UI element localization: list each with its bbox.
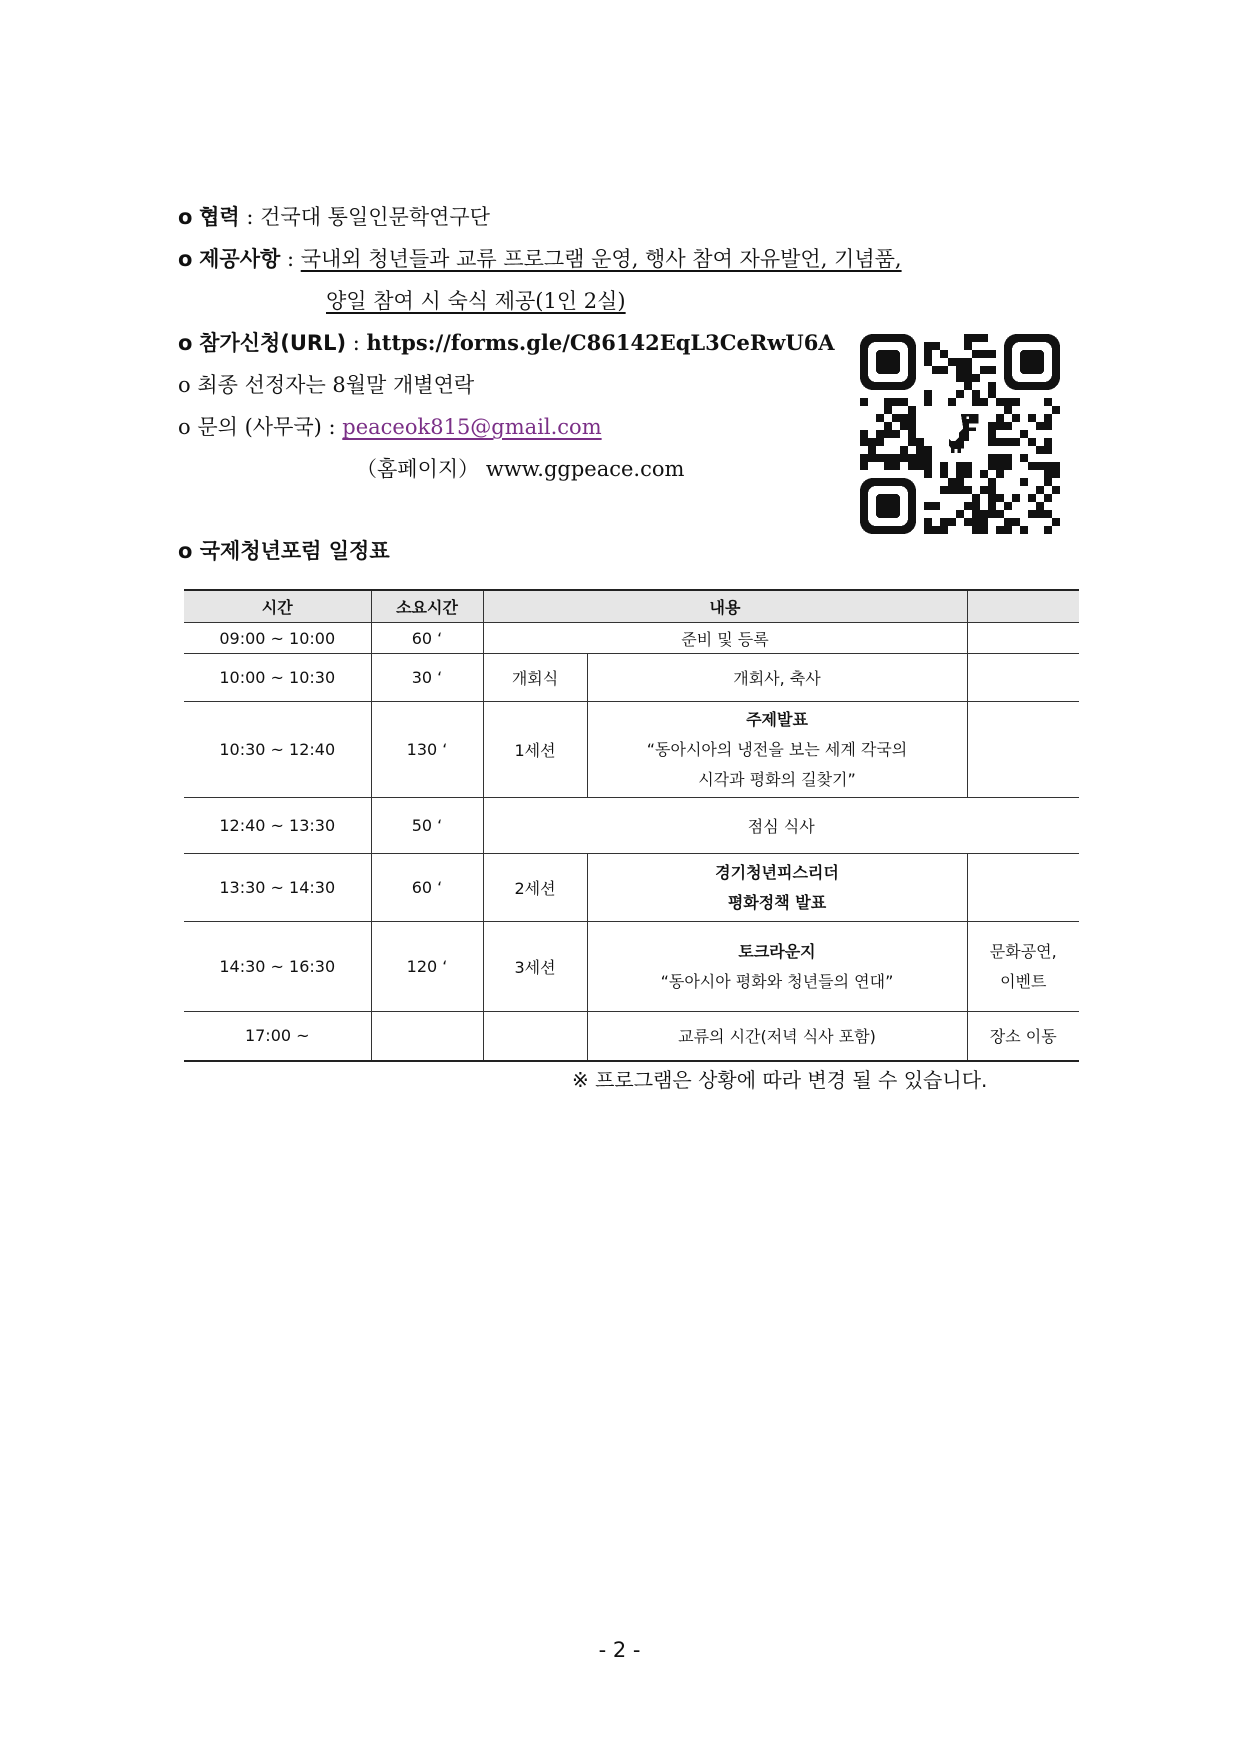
qr-module xyxy=(868,454,876,462)
qr-module xyxy=(1004,422,1012,430)
qr-module xyxy=(996,422,1004,430)
qr-module xyxy=(1044,414,1052,422)
qr-module xyxy=(900,414,908,422)
qr-module xyxy=(1020,430,1028,438)
qr-module xyxy=(1028,462,1036,470)
qr-module xyxy=(940,462,948,470)
qr-module xyxy=(884,422,892,430)
qr-module xyxy=(948,398,956,406)
header-time: 시간 xyxy=(184,590,371,623)
table-header-row xyxy=(184,590,1079,623)
qr-module xyxy=(996,398,1004,406)
header-content: 내용 xyxy=(483,590,967,623)
qr-module xyxy=(940,366,948,374)
qr-module xyxy=(884,454,892,462)
qr-module xyxy=(964,462,972,470)
qr-module xyxy=(1036,422,1044,430)
coop-value: 건국대 통일인문학연구단 xyxy=(260,205,490,229)
provide-value-2: 양일 참여 시 숙식 제공(1인 2실) xyxy=(326,289,626,313)
bullet: o xyxy=(178,331,193,355)
qr-module xyxy=(988,478,996,486)
page-number: - 2 - xyxy=(598,1638,641,1662)
schedule-title-text: 국제청년포럼 일정표 xyxy=(199,539,390,563)
qr-module xyxy=(1028,438,1036,446)
qr-module xyxy=(964,334,972,342)
qr-module xyxy=(972,334,980,342)
content-cell: 교류의 시간(저녁 식사 포함) xyxy=(587,1012,967,1061)
qr-module xyxy=(1044,446,1052,454)
session-cell xyxy=(483,1012,587,1061)
qr-module xyxy=(980,366,988,374)
qr-module xyxy=(884,398,892,406)
qr-module xyxy=(1044,478,1052,486)
table-row xyxy=(184,623,1079,654)
duration-cell: 120 ‘ xyxy=(371,922,483,1012)
qr-module xyxy=(972,398,980,406)
content-title: 토크라운지 xyxy=(738,941,816,961)
contact-email-link[interactable]: peaceok815@gmail.com xyxy=(342,415,602,439)
extra-cell xyxy=(967,702,1079,798)
qr-module xyxy=(1036,486,1044,494)
qr-module xyxy=(1028,494,1036,502)
qr-module xyxy=(892,462,900,470)
qr-module xyxy=(940,526,948,534)
bullet: o xyxy=(178,373,191,397)
qr-module xyxy=(900,454,908,462)
qr-module xyxy=(988,382,996,390)
header-extra xyxy=(967,590,1079,623)
qr-module xyxy=(972,526,980,534)
qr-module xyxy=(964,382,972,390)
duration-cell: 50 ‘ xyxy=(371,798,483,854)
content-cell: 점심 식사 xyxy=(483,798,1079,854)
qr-module xyxy=(972,350,980,358)
table-row xyxy=(184,798,1079,854)
qr-module xyxy=(972,502,980,510)
qr-module xyxy=(1012,518,1020,526)
qr-module xyxy=(908,414,916,422)
time-cell: 14:30 ~ 16:30 xyxy=(184,922,371,1012)
qr-module xyxy=(924,446,932,454)
qr-module xyxy=(1052,486,1060,494)
time-cell: 10:00 ~ 10:30 xyxy=(184,654,371,702)
qr-module xyxy=(1044,438,1052,446)
qr-module xyxy=(996,470,1004,478)
qr-module xyxy=(980,398,988,406)
time-cell: 12:40 ~ 13:30 xyxy=(184,798,371,854)
qr-module xyxy=(924,526,932,534)
qr-module xyxy=(964,342,972,350)
qr-module xyxy=(972,510,980,518)
qr-module xyxy=(956,478,964,486)
qr-module xyxy=(860,430,868,438)
qr-module xyxy=(924,342,932,350)
qr-module xyxy=(980,518,988,526)
qr-module xyxy=(980,526,988,534)
qr-module xyxy=(1020,478,1028,486)
qr-module xyxy=(932,502,940,510)
content-cell: 준비 및 등록 xyxy=(483,623,967,654)
qr-module xyxy=(940,350,948,358)
coop-label: 협력 xyxy=(199,205,240,229)
apply-url[interactable]: https://forms.gle/C86142EqL3CeRwU6A xyxy=(366,330,835,355)
qr-module xyxy=(884,406,892,414)
qr-module xyxy=(916,438,924,446)
final-text: 최종 선정자는 8월말 개별연락 xyxy=(197,373,475,397)
qr-module xyxy=(900,422,908,430)
extra-cell xyxy=(967,654,1079,702)
extra-line: 이벤트 xyxy=(1000,971,1047,991)
qr-module xyxy=(1004,438,1012,446)
qr-module xyxy=(996,462,1004,470)
qr-module xyxy=(884,430,892,438)
qr-module xyxy=(1044,470,1052,478)
qr-module xyxy=(1004,454,1012,462)
bullet: o xyxy=(178,415,191,439)
duration-cell xyxy=(371,1012,483,1061)
qr-module xyxy=(956,366,964,374)
qr-module xyxy=(932,526,940,534)
extra-cell xyxy=(967,922,1079,1012)
qr-module xyxy=(964,486,972,494)
qr-module xyxy=(956,462,964,470)
schedule-title xyxy=(178,537,390,565)
qr-module xyxy=(892,414,900,422)
time-cell: 10:30 ~ 12:40 xyxy=(184,702,371,798)
homepage-line xyxy=(356,455,684,483)
qr-module xyxy=(908,430,916,438)
content-line: “동아시아의 냉전을 보는 세계 각국의 xyxy=(646,739,908,759)
qr-module xyxy=(1044,398,1052,406)
content-cell: 개회사, 축사 xyxy=(587,654,967,702)
qr-module xyxy=(924,358,932,366)
qr-module xyxy=(996,526,1004,534)
qr-module xyxy=(988,430,996,438)
qr-module xyxy=(924,398,932,406)
qr-module xyxy=(908,406,916,414)
qr-module xyxy=(964,502,972,510)
qr-module xyxy=(908,422,916,430)
qr-module xyxy=(988,350,996,358)
qr-module xyxy=(940,518,948,526)
extra-line: 문화공연, xyxy=(989,941,1057,961)
qr-module xyxy=(868,446,876,454)
qr-module xyxy=(1036,510,1044,518)
session-cell: 개회식 xyxy=(483,654,587,702)
qr-module xyxy=(988,438,996,446)
qr-module xyxy=(956,358,964,366)
qr-module xyxy=(924,518,932,526)
qr-module xyxy=(980,334,988,342)
qr-module xyxy=(964,470,972,478)
qr-module xyxy=(860,398,868,406)
qr-module xyxy=(908,462,916,470)
qr-module xyxy=(916,462,924,470)
qr-module xyxy=(892,454,900,462)
qr-module xyxy=(1036,462,1044,470)
time-cell: 17:00 ~ xyxy=(184,1012,371,1061)
dino-icon xyxy=(936,410,984,458)
qr-module xyxy=(972,374,980,382)
qr-module xyxy=(924,350,932,358)
qr-module xyxy=(980,510,988,518)
qr-module xyxy=(964,518,972,526)
qr-module xyxy=(1044,422,1052,430)
qr-module xyxy=(884,462,892,470)
qr-module xyxy=(932,342,940,350)
qr-module xyxy=(1052,462,1060,470)
qr-module xyxy=(1028,414,1036,422)
qr-module xyxy=(892,430,900,438)
qr-module xyxy=(924,454,932,462)
qr-module xyxy=(996,494,1004,502)
apply-line: o 참가신청(URL) : https://forms.gle/C86142EqL3CeRwU6A xyxy=(178,330,835,355)
duration-cell: 30 ‘ xyxy=(371,654,483,702)
qr-module xyxy=(916,454,924,462)
qr-module xyxy=(1052,518,1060,526)
qr-module xyxy=(1004,518,1012,526)
table-row xyxy=(184,654,1079,702)
qr-module xyxy=(988,422,996,430)
homepage-url[interactable]: www.ggpeace.com xyxy=(485,457,685,481)
qr-module xyxy=(1052,470,1060,478)
qr-module xyxy=(964,366,972,374)
qr-module xyxy=(908,454,916,462)
content-cell xyxy=(587,922,967,1012)
qr-module xyxy=(956,510,964,518)
qr-module xyxy=(876,438,884,446)
qr-module xyxy=(876,414,884,422)
duration-cell: 130 ‘ xyxy=(371,702,483,798)
content-line: 시각과 평화의 길찾기” xyxy=(698,769,856,789)
qr-module xyxy=(980,470,988,478)
homepage-label: （홈페이지） xyxy=(356,457,480,481)
qr-module xyxy=(1044,462,1052,470)
qr-module xyxy=(876,430,884,438)
qr-module xyxy=(932,366,940,374)
content-title: 경기청년피스리더 xyxy=(715,862,839,882)
qr-module xyxy=(956,390,964,398)
qr-module xyxy=(980,486,988,494)
qr-module xyxy=(964,358,972,366)
content-cell xyxy=(587,702,967,798)
qr-module xyxy=(1028,510,1036,518)
qr-module xyxy=(860,462,868,470)
extra-cell xyxy=(967,854,1079,922)
qr-module xyxy=(988,366,996,374)
qr-module xyxy=(1020,454,1028,462)
qr-module xyxy=(948,518,956,526)
contact-line: o 문의 (사무국) : peaceok815@gmail.com xyxy=(178,415,602,439)
qr-module xyxy=(972,518,980,526)
header-duration: 소요시간 xyxy=(371,590,483,623)
bullet: o xyxy=(178,247,193,271)
qr-module xyxy=(988,454,996,462)
qr-module xyxy=(924,470,932,478)
qr-module xyxy=(924,390,932,398)
qr-module xyxy=(1044,510,1052,518)
qr-code-icon[interactable] xyxy=(860,334,1060,534)
qr-module xyxy=(1004,526,1012,534)
session-cell: 1세션 xyxy=(483,702,587,798)
qr-module xyxy=(1012,414,1020,422)
qr-module xyxy=(1004,502,1012,510)
content-title: 주제발표 xyxy=(746,709,808,729)
qr-module xyxy=(860,438,868,446)
schedule-note: ※ 프로그램은 상황에 따라 변경 될 수 있습니다. xyxy=(572,1068,988,1092)
bullet: o xyxy=(178,205,193,229)
qr-module xyxy=(876,454,884,462)
qr-module xyxy=(1004,398,1012,406)
extra-cell: 장소 이동 xyxy=(967,1012,1079,1061)
time-cell: 09:00 ~ 10:00 xyxy=(184,623,371,654)
qr-module xyxy=(956,470,964,478)
table-row xyxy=(184,922,1079,1012)
table-row xyxy=(184,702,1079,798)
content-line: 평화정책 발표 xyxy=(727,892,827,912)
qr-module xyxy=(1020,526,1028,534)
qr-module xyxy=(964,374,972,382)
session-cell: 2세션 xyxy=(483,854,587,922)
qr-module xyxy=(900,398,908,406)
table-row xyxy=(184,1012,1079,1061)
qr-module xyxy=(948,486,956,494)
time-cell: 13:30 ~ 14:30 xyxy=(184,854,371,922)
extra-cell xyxy=(967,623,1079,654)
qr-module xyxy=(924,462,932,470)
qr-module xyxy=(1036,502,1044,510)
qr-module xyxy=(916,446,924,454)
qr-module xyxy=(860,454,868,462)
qr-module xyxy=(988,486,996,494)
qr-module xyxy=(1004,406,1012,414)
qr-module xyxy=(1004,462,1012,470)
qr-module xyxy=(1052,406,1060,414)
provide-value-1: 국내외 청년들과 교류 프로그램 운영, 행사 참여 자유발언, 기념품, xyxy=(300,247,902,271)
qr-module xyxy=(1012,494,1020,502)
qr-module xyxy=(988,390,996,398)
qr-module xyxy=(988,510,996,518)
duration-cell: 60 ‘ xyxy=(371,854,483,922)
qr-module xyxy=(948,478,956,486)
qr-module xyxy=(1012,398,1020,406)
content-cell xyxy=(587,854,967,922)
qr-module xyxy=(924,502,932,510)
qr-module xyxy=(956,374,964,382)
qr-module xyxy=(988,494,996,502)
qr-module xyxy=(908,438,916,446)
qr-module xyxy=(980,350,988,358)
qr-module xyxy=(996,414,1004,422)
qr-module xyxy=(996,510,1004,518)
qr-module xyxy=(940,486,948,494)
bullet: o xyxy=(178,539,193,563)
qr-module xyxy=(892,398,900,406)
qr-module xyxy=(868,438,876,446)
qr-module xyxy=(1044,526,1052,534)
qr-module xyxy=(988,462,996,470)
qr-module xyxy=(940,470,948,478)
qr-module xyxy=(1044,494,1052,502)
final-line xyxy=(178,371,474,399)
qr-module xyxy=(1012,438,1020,446)
qr-module xyxy=(1036,446,1044,454)
schedule-table xyxy=(184,589,1079,1062)
table-row xyxy=(184,854,1079,922)
qr-module xyxy=(972,494,980,502)
session-cell: 3세션 xyxy=(483,922,587,1012)
contact-label: 문의 (사무국) xyxy=(197,415,322,439)
apply-label: 참가신청(URL) xyxy=(199,331,347,355)
coop-line: o 협력 : 건국대 통일인문학연구단 xyxy=(178,205,490,229)
qr-module xyxy=(900,446,908,454)
provide-line: o 제공사항 : 국내외 청년들과 교류 프로그램 운영, 행사 참여 자유발언, 기념품, xyxy=(178,247,902,271)
duration-cell: 60 ‘ xyxy=(371,623,483,654)
qr-module xyxy=(996,454,1004,462)
provide-label: 제공사항 xyxy=(199,247,281,271)
qr-module xyxy=(988,502,996,510)
qr-module xyxy=(972,390,980,398)
qr-module xyxy=(948,358,956,366)
qr-module xyxy=(956,486,964,494)
content-line: “동아시아 평화와 청년들의 연대” xyxy=(660,971,894,991)
qr-module xyxy=(996,438,1004,446)
